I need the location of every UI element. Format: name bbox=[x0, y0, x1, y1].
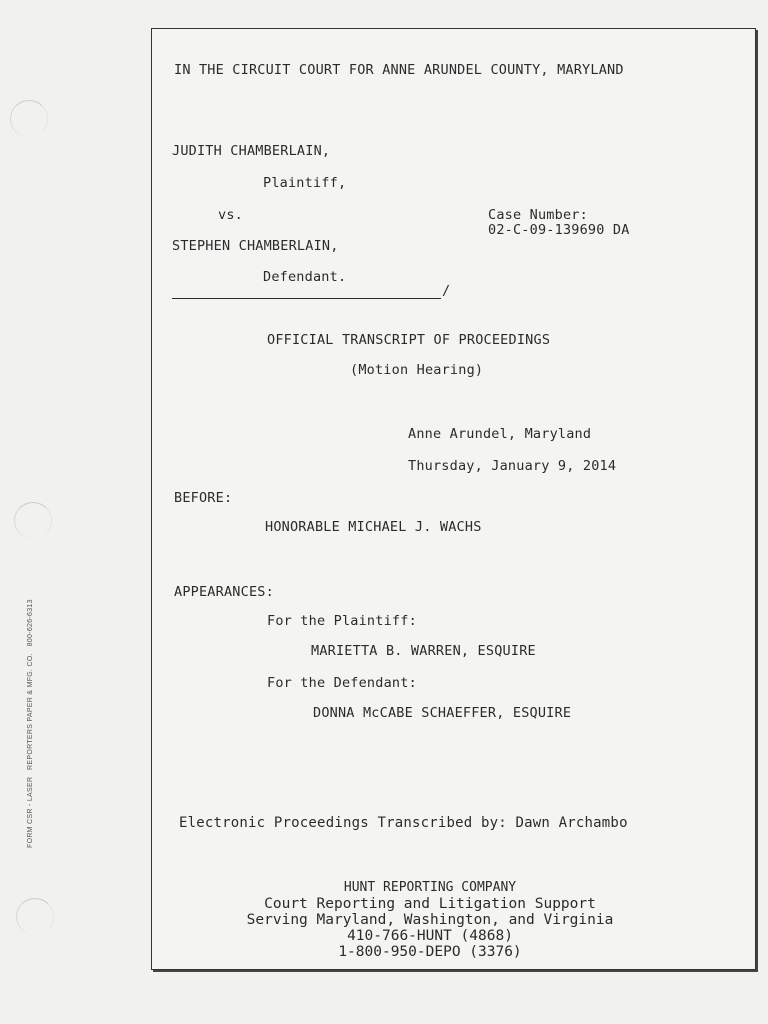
caption-rule bbox=[172, 298, 441, 299]
company-name: HUNT REPORTING COMPANY bbox=[343, 880, 517, 895]
versus-text: vs. bbox=[218, 207, 243, 223]
punch-hole-bottom bbox=[16, 898, 54, 935]
plaintiff-name: JUDITH CHAMBERLAIN, bbox=[172, 143, 331, 159]
defendant-attorney: DONNA McCABE SCHAEFFER, ESQUIRE bbox=[313, 705, 572, 721]
defendant-role: Defendant. bbox=[263, 269, 347, 285]
transcriber-line: Electronic Proceedings Transcribed by: Dawn Archambo bbox=[179, 815, 628, 831]
company-service-area: Serving Maryland, Washington, and Virginia bbox=[246, 912, 614, 928]
reporting-company-footer bbox=[230, 880, 630, 960]
for-plaintiff-label: For the Plaintiff: bbox=[267, 613, 417, 629]
for-defendant-label: For the Defendant: bbox=[267, 675, 417, 691]
case-number-label: Case Number: bbox=[488, 207, 588, 223]
judge-name: HONORABLE MICHAEL J. WACHS bbox=[265, 519, 482, 535]
caption-rule-slash: / bbox=[442, 283, 451, 299]
punch-hole-top bbox=[10, 100, 48, 137]
transcript-title: OFFICIAL TRANSCRIPT OF PROCEEDINGS bbox=[267, 332, 551, 348]
case-number-value: 02-C-09-139690 DA bbox=[488, 222, 630, 238]
appearances-label: APPEARANCES: bbox=[174, 584, 274, 600]
court-heading: IN THE CIRCUIT COURT FOR ANNE ARUNDEL COUNTY, MARYLAND bbox=[174, 62, 624, 78]
company-phone-tollfree: 1-800-950-DEPO (3376) bbox=[338, 944, 522, 960]
margin-form-note: FORM CSR - LASER REPORTERS PAPER & MFG. CO. 800-626-6313 bbox=[27, 599, 34, 848]
plaintiff-role: Plaintiff, bbox=[263, 175, 347, 191]
company-tagline: Court Reporting and Litigation Support bbox=[264, 896, 596, 912]
plaintiff-attorney: MARIETTA B. WARREN, ESQUIRE bbox=[311, 643, 536, 659]
company-phone-local: 410-766-HUNT (4868) bbox=[347, 928, 513, 944]
before-label: BEFORE: bbox=[174, 490, 233, 506]
hearing-location: Anne Arundel, Maryland bbox=[408, 426, 592, 442]
punch-hole-middle bbox=[14, 502, 52, 539]
transcript-subtitle: (Motion Hearing) bbox=[350, 362, 484, 378]
hearing-date: Thursday, January 9, 2014 bbox=[408, 458, 617, 474]
defendant-name: STEPHEN CHAMBERLAIN, bbox=[172, 238, 339, 254]
